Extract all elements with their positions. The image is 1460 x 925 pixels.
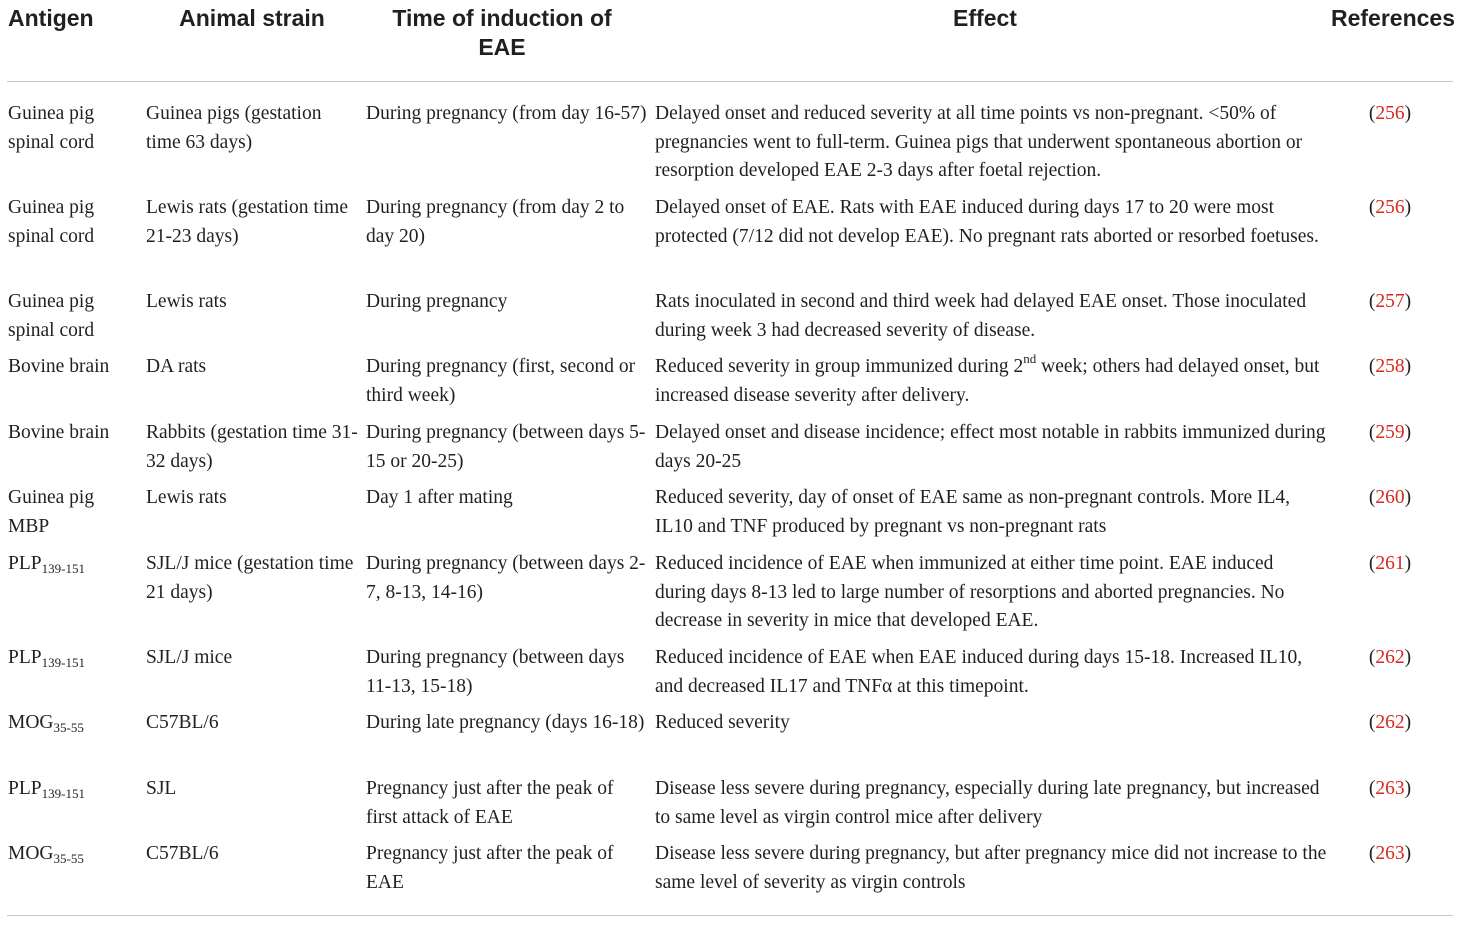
- cell-animal-strain: DA rats: [146, 356, 207, 377]
- cell-animal-strain: Lewis rats: [146, 487, 227, 508]
- cell-time-of-induction: During pregnancy (between days 11-13, 15-18): [366, 647, 625, 697]
- cell-effect: Reduced severity in group immunized during 2nd week; others had delayed onset, but increased disease severity after delivery.: [655, 351, 1320, 406]
- header-animal-strain: Animal strain: [179, 5, 325, 31]
- cell-effect: Reduced incidence of EAE when EAE induced during days 15-18. Increased IL10, and decreased IL17 and TNFα at this timepoint.: [655, 647, 1303, 697]
- cell-animal-strain: Lewis rats (gestation time 21-23 days): [146, 197, 348, 247]
- cell-antigen: Bovine brain: [8, 356, 110, 377]
- cell-time-of-induction: Day 1 after mating: [366, 487, 513, 508]
- cell-reference: (263): [1368, 843, 1412, 864]
- reference-link[interactable]: 261: [1375, 553, 1405, 574]
- cell-animal-strain: Guinea pigs (gestation time 63 days): [146, 103, 322, 153]
- reference-link[interactable]: 258: [1375, 356, 1405, 377]
- cell-time-of-induction: Pregnancy just after the peak of EAE: [366, 843, 614, 893]
- cell-antigen: Guinea pig spinal cord: [8, 291, 95, 341]
- reference-link[interactable]: 256: [1375, 103, 1405, 124]
- cell-animal-strain: Rabbits (gestation time 31-32 days): [146, 422, 358, 472]
- cell-animal-strain: SJL: [146, 778, 177, 799]
- cell-antigen: Guinea pig spinal cord: [8, 103, 95, 153]
- cell-antigen: Guinea pig MBP: [8, 487, 95, 537]
- cell-time-of-induction: During pregnancy (from day 2 to day 20): [366, 197, 625, 247]
- reference-link[interactable]: 260: [1375, 487, 1405, 508]
- reference-link[interactable]: 256: [1375, 197, 1405, 218]
- cell-antigen: $MOG_{35-55}$: [8, 843, 84, 866]
- table-bottom-rule: [7, 915, 1453, 916]
- table-header: [0, 0, 1460, 82]
- reference-link[interactable]: 262: [1375, 712, 1405, 733]
- cell-reference: (258): [1368, 356, 1412, 377]
- cell-reference: (256): [1368, 103, 1412, 124]
- cell-effect: Delayed onset and reduced severity at all time points vs non-pregnant. <50% of pregnancies went to full-term. Guinea pigs that underwent spontaneous abortion or resorption developed EAE 2-3 days after foetal rejection.: [655, 103, 1303, 181]
- cell-effect: Disease less severe during pregnancy, especially during late pregnancy, but increased to same level as virgin control mice after delivery: [655, 778, 1320, 828]
- cell-animal-strain: SJL/J mice (gestation time 21 days): [146, 553, 354, 603]
- cell-time-of-induction: Pregnancy just after the peak of first attack of EAE: [366, 778, 614, 828]
- cell-reference: (263): [1368, 778, 1412, 799]
- header-references: References: [1330, 5, 1456, 31]
- reference-link[interactable]: 259: [1375, 422, 1405, 443]
- reference-link[interactable]: 257: [1375, 291, 1405, 312]
- cell-reference: (261): [1368, 553, 1412, 574]
- cell-animal-strain: SJL/J mice: [146, 647, 233, 668]
- header-rule: [7, 81, 1453, 82]
- cell-animal-strain: C57BL/6: [146, 843, 219, 864]
- reference-link[interactable]: 263: [1375, 778, 1405, 799]
- cell-effect: Rats inoculated in second and third week had delayed EAE onset. Those inoculated during week 3 had decreased severity of disease.: [655, 291, 1307, 341]
- cell-antigen: $PLP_{139-151}$: [8, 553, 85, 576]
- header-effect: Effect: [953, 5, 1017, 31]
- cell-animal-strain: C57BL/6: [146, 712, 219, 733]
- cell-time-of-induction: During pregnancy (first, second or third week): [366, 356, 636, 406]
- cell-effect: Reduced incidence of EAE when immunized at either time point. EAE induced during days 8-13 led to large number of resorptions and aborted pregnancies. No decrease in severity in mice that developed EAE.: [655, 553, 1285, 631]
- cell-reference: (259): [1368, 422, 1412, 443]
- cell-reference: (256): [1368, 197, 1412, 218]
- cell-antigen: Guinea pig spinal cord: [8, 197, 95, 247]
- cell-animal-strain: Lewis rats: [146, 291, 227, 312]
- cell-effect: Delayed onset of EAE. Rats with EAE induced during days 17 to 20 were most protected (7/12 did not develop EAE). No pregnant rats aborted or resorbed foetuses.: [655, 197, 1319, 247]
- cell-reference: (257): [1368, 291, 1412, 312]
- cell-time-of-induction: During pregnancy (between days 2-7, 8-13, 14-16): [366, 553, 646, 603]
- reference-link[interactable]: 263: [1375, 843, 1405, 864]
- cell-reference: (260): [1368, 487, 1412, 508]
- cell-time-of-induction: During pregnancy (between days 5-15 or 20-25): [366, 422, 646, 472]
- cell-antigen: Bovine brain: [8, 422, 110, 443]
- cell-time-of-induction: During late pregnancy (days 16-18): [366, 712, 645, 733]
- cell-reference: (262): [1368, 712, 1412, 733]
- cell-antigen: $PLP_{139-151}$: [8, 778, 85, 801]
- cell-time-of-induction: During pregnancy (from day 16-57): [366, 103, 647, 124]
- cell-effect: Reduced severity, day of onset of EAE same as non-pregnant controls. More IL4, IL10 and TNF produced by pregnant vs non-pregnant rats: [655, 487, 1291, 537]
- cell-reference: (262): [1368, 647, 1412, 668]
- cell-effect: Reduced severity: [655, 712, 790, 733]
- cell-antigen: $PLP_{139-151}$: [8, 647, 85, 670]
- reference-link[interactable]: 262: [1375, 647, 1405, 668]
- cell-time-of-induction: During pregnancy: [366, 291, 508, 312]
- header-antigen: Antigen: [8, 5, 94, 31]
- cell-antigen: $MOG_{35-55}$: [8, 712, 84, 735]
- cell-effect: Delayed onset and disease incidence; effect most notable in rabbits immunized during days 20-25: [655, 422, 1326, 472]
- cell-effect: Disease less severe during pregnancy, but after pregnancy mice did not increase to the same level of severity as virgin controls: [655, 843, 1327, 893]
- header-time-of-induction: Time of induction of EAE: [392, 5, 612, 60]
